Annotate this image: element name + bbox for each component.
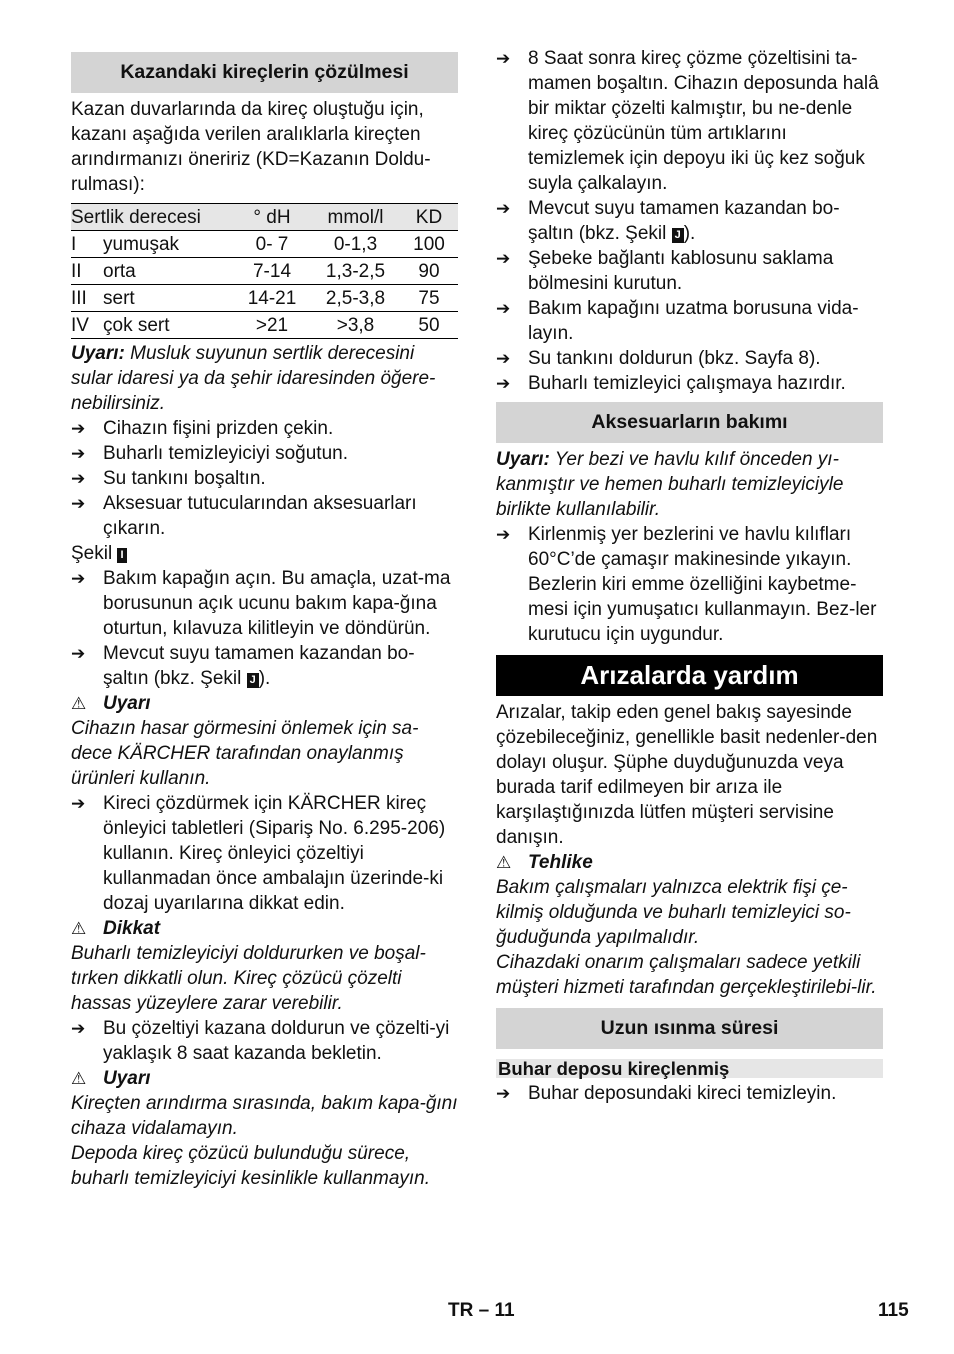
danger-text: Cihazdaki onarım çalışmaları sadece yetkili müşteri hizmeti tarafından gerçekleştirilebi-lir.	[496, 952, 877, 998]
table-cell: 7-14	[233, 258, 311, 285]
warning-heading	[71, 691, 458, 716]
table-row	[71, 312, 458, 339]
arrow-right-icon: ➔	[496, 525, 511, 544]
table-cell: 100	[400, 231, 458, 258]
list-item	[71, 441, 458, 466]
list-item	[496, 46, 883, 196]
caution-text: Buharlı temizleyiciyi doldururken ve boşal-tırken dikkatli olun. Kireç çözücü çözelti hassas yüzeylere zarar verebilir.	[71, 943, 426, 1014]
caution-heading	[71, 916, 458, 941]
arrow-right-icon: ➔	[71, 644, 86, 663]
list-item	[71, 1016, 458, 1066]
warning-heading	[71, 1066, 458, 1091]
arrow-right-icon: ➔	[496, 374, 511, 393]
right-column	[496, 46, 883, 1106]
list-item	[496, 296, 883, 346]
list-item	[71, 791, 458, 916]
table-cell: 0- 7	[233, 231, 311, 258]
warning-text: Cihazın hasar görmesini önlemek için sa-dece KÄRCHER tarafından onaylanmış ürünleri kullanın.	[71, 718, 419, 789]
table-cell: 50	[400, 312, 458, 339]
arrow-right-icon: ➔	[496, 349, 511, 368]
table-cell: >3,8	[311, 312, 400, 339]
table-row	[71, 231, 458, 258]
figure-reference	[71, 541, 458, 566]
danger-title: Tehlike	[528, 852, 593, 873]
list-item	[71, 466, 458, 491]
arrow-right-icon: ➔	[496, 199, 511, 218]
table-cell: yumuşak	[103, 231, 233, 258]
list-item-text: Su tankını doldurun (bkz. Sayfa 8).	[528, 348, 821, 369]
arrow-right-icon: ➔	[71, 494, 86, 513]
list-item	[496, 246, 883, 296]
chapter-title-troubleshooting: Arızalarda yardım	[496, 655, 883, 696]
drain-text: Mevcut suyu tamamen kazandan bo-şaltın (bkz. Şekil	[528, 198, 840, 244]
list-item	[71, 416, 458, 441]
note-label: Uyarı:	[496, 449, 550, 470]
list-item	[71, 566, 458, 641]
danger-text: Bakım çalışmaları yalnızca elektrik fişi çe-kilmiş olduğunda ve buharlı temizleyici so-ğuduğunda yapılmalıdır.	[496, 877, 851, 948]
table-cell: 1,3-2,5	[311, 258, 400, 285]
table-cell: IV	[71, 312, 103, 339]
page-number: 115	[878, 1300, 909, 1321]
list-item-text: Bu çözeltiyi kazana doldurun ve çözelti-yi yaklaşık 8 saat kazanda bekletin.	[103, 1018, 450, 1064]
list-item-text: Bakım kapağını uzatma borusuna vida-layın.	[528, 298, 859, 344]
list-item-text: Cihazın fişini prizden çekin.	[103, 418, 334, 439]
table-header-row	[71, 204, 458, 231]
table-cell: 0-1,3	[311, 231, 400, 258]
table-cell: >21	[233, 312, 311, 339]
note-water-hardness	[71, 341, 458, 416]
drain-text-end: ).	[683, 223, 696, 244]
table-row	[71, 258, 458, 285]
warning-title: Uyarı	[103, 1068, 151, 1089]
list-item-text: Kireci çözdürmek için KÄRCHER kireç önleyici tabletleri (Sipariş No. 6.295-206) kullanın. Kireç önleyici çözeltiyi kullanmadan önce ambalajın üzerinde-ki dozaj uyarılarına dikkat edin.	[103, 793, 446, 914]
figure-label: Şekil	[71, 543, 118, 564]
table-header-dh: ° dH	[233, 204, 311, 231]
note-accessories	[496, 447, 883, 522]
table-cell: I	[71, 231, 103, 258]
table-cell: III	[71, 285, 103, 312]
arrow-right-icon: ➔	[71, 794, 86, 813]
danger-heading	[496, 850, 883, 875]
section-title-descaling: Kazandaki kireçlerin çözülmesi	[71, 52, 458, 93]
note-text: Yer bezi ve havlu kılıf önceden yı-kanmıştır ve hemen buharlı temizleyiciyle birlikte kullanılabilir.	[496, 449, 844, 520]
warning-text: Depoda kireç çözücü bulunduğu sürece, buharlı temizleyiciyi kesinlikle kullanmayın.	[71, 1143, 431, 1189]
hardness-table	[71, 203, 458, 339]
list-item	[496, 196, 883, 246]
list-item-text	[528, 196, 883, 246]
warning-title: Uyarı	[103, 693, 151, 714]
list-item-text	[103, 641, 458, 691]
list-item-text: Aksesuar tutucularından aksesuarları çıkarın.	[103, 493, 417, 539]
warning-triangle-icon: ⚠	[71, 919, 87, 938]
table-cell: 75	[400, 285, 458, 312]
subsection-title-scaled-boiler: Buhar deposu kireçlenmiş	[496, 1059, 883, 1078]
list-item	[496, 346, 883, 371]
arrow-right-icon: ➔	[496, 249, 511, 268]
arrow-right-icon: ➔	[71, 569, 86, 588]
drain-text-end: ).	[258, 668, 271, 689]
caution-title: Dikkat	[103, 918, 161, 939]
chapter-intro: Arızalar, takip eden genel bakış sayesinde çözebileceğiniz, genellikle basit nedenler-den dolayı oluşur. Şüphe duyduğunuzda veya burada tarif edilmeyen bir arıza ile karşılaştığınızda lütfen müşteri servisine danışın.	[496, 702, 878, 848]
left-column	[71, 52, 458, 1191]
list-item	[496, 1081, 883, 1106]
arrow-right-icon: ➔	[496, 49, 511, 68]
list-item-text: Buharlı temizleyici çalışmaya hazırdır.	[528, 373, 846, 394]
figure-badge-icon: I	[117, 548, 126, 563]
list-item-text: Bakım kapağın açın. Bu amaçla, uzat-ma borusunun açık ucunu bakım kapa-ğına oturtun, kılavuza kilitleyin ve döndürün.	[103, 568, 451, 639]
table-header-hardness: Sertlik derecesi	[71, 204, 233, 231]
table-header-kd: KD	[400, 204, 458, 231]
list-item-text: Buhar deposundaki kireci temizleyin.	[528, 1083, 837, 1104]
table-cell: II	[71, 258, 103, 285]
list-item	[496, 371, 883, 396]
arrow-right-icon: ➔	[496, 1084, 511, 1103]
section-title-accessories: Aksesuarların bakımı	[496, 402, 883, 443]
table-row	[71, 285, 458, 312]
warning-triangle-icon: ⚠	[496, 853, 512, 872]
section-title-heating-time: Uzun ısınma süresi	[496, 1008, 883, 1049]
warning-triangle-icon: ⚠	[71, 1069, 87, 1088]
table-cell: 90	[400, 258, 458, 285]
page-label: TR – 11	[448, 1300, 515, 1321]
drain-text: Mevcut suyu tamamen kazandan bo-şaltın (bkz. Şekil	[103, 643, 415, 689]
note-text: Musluk suyunun sertlik derecesini sular idaresi ya da şehir idaresinden öğere-nebilirsiniz.	[71, 343, 436, 414]
list-item-text: 8 Saat sonra kireç çözme çözeltisini ta-mamen boşaltın. Cihazın deposunda halâ bir miktar çözelti kalmıştır, bu ne-denle kireç çözücünün tüm artıklarını temizlemek için depoyu iki üç kez soğuk suyla çalkalayın.	[528, 48, 879, 194]
list-item-text: Su tankını boşaltın.	[103, 468, 266, 489]
figure-badge-icon: J	[672, 228, 684, 243]
intro-paragraph: Kazan duvarlarında da kireç oluştuğu için, kazanı aşağıda verilen aralıklarla kireçten arındırmanızı öneririz (KD=Kazanın Doldu-rulması):	[71, 99, 431, 195]
list-item	[496, 522, 883, 647]
list-item-text: Kirlenmiş yer bezlerini ve havlu kılıfları 60°C’de çamaşır makinesinde yıkayın. Bezlerin kiri emme özelliğini kaybetme-mesi için yumuşatıcı kullanmayın. Bez-ler kurutucu için uygundur.	[528, 524, 877, 645]
table-cell: orta	[103, 258, 233, 285]
table-cell: 14-21	[233, 285, 311, 312]
table-header-mmol: mmol/l	[311, 204, 400, 231]
warning-triangle-icon: ⚠	[71, 694, 87, 713]
arrow-right-icon: ➔	[71, 419, 86, 438]
table-cell: sert	[103, 285, 233, 312]
list-item-text: Şebeke bağlantı kablosunu saklama bölmesini kurutun.	[528, 248, 834, 294]
list-item	[71, 641, 458, 691]
arrow-right-icon: ➔	[71, 469, 86, 488]
table-cell: çok sert	[103, 312, 233, 339]
arrow-right-icon: ➔	[71, 444, 86, 463]
arrow-right-icon: ➔	[496, 299, 511, 318]
list-item-text: Buharlı temizleyiciyi soğutun.	[103, 443, 348, 464]
figure-badge-icon: J	[247, 673, 259, 688]
table-cell: 2,5-3,8	[311, 285, 400, 312]
arrow-right-icon: ➔	[71, 1019, 86, 1038]
note-label: Uyarı:	[71, 343, 125, 364]
list-item	[71, 491, 458, 541]
warning-text: Kireçten arındırma sırasında, bakım kapa-ğını cihaza vidalamayın.	[71, 1093, 458, 1139]
